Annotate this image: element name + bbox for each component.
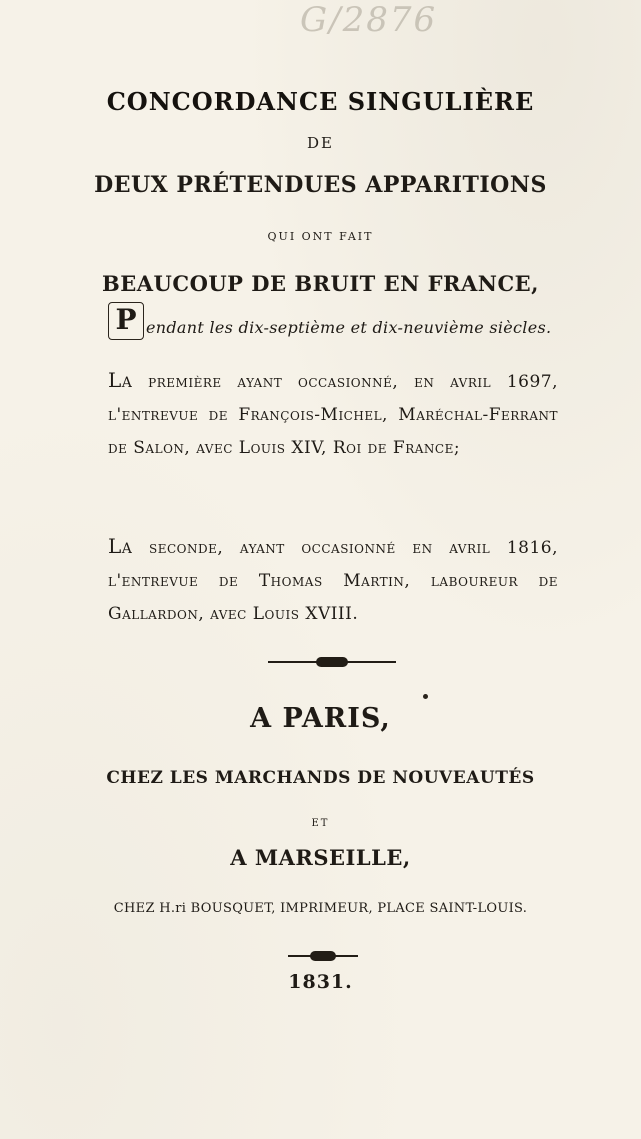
title-qui: QUI ONT FAIT: [267, 230, 374, 243]
paragraph-second-apparition: [108, 530, 558, 631]
ornamental-rule-icon: [268, 661, 396, 663]
title-line-1: CONCORDANCE SINGULIÈRE: [106, 87, 535, 116]
subtitle-text: endant les dix-septième et dix-neuvième siècles.: [146, 318, 552, 337]
rule-ornament: [310, 951, 336, 961]
subtitle-dropcap: P: [108, 302, 144, 340]
paragraph-text: seconde, ayant occasionné en avril 1816, l'entrevue de Thomas Martin, laboureur de Gallardon, avec Louis XVIII.: [108, 538, 558, 624]
paragraph-lead: La: [108, 368, 133, 392]
paragraph-first-apparition: [108, 364, 558, 465]
imprint-city-marseille: A MARSEILLE,: [230, 845, 411, 870]
rule-ornament: [316, 657, 348, 667]
ink-speck: [423, 694, 428, 699]
imprint-conjunction: ET: [311, 818, 330, 829]
paragraph-text: première ayant occasionné, en avril 1697, l'entrevue de François-Michel, Maréchal-Ferrant de Salon, avec Louis XIV, Roi de France;: [108, 372, 559, 458]
title-line-3: BEAUCOUP DE BRUIT EN FRANCE,: [102, 271, 539, 296]
title-de: DE: [307, 134, 334, 152]
paragraph-lead: La: [108, 534, 133, 558]
imprint-city-paris: A PARIS,: [250, 703, 391, 734]
ornamental-rule-icon: [288, 955, 358, 957]
imprint-publisher-marseille: CHEZ H.ri BOUSQUET, IMPRIMEUR, PLACE SAINT-LOUIS.: [113, 901, 528, 916]
handwritten-shelfmark: G/2876: [300, 0, 438, 40]
imprint-year: 1831.: [288, 971, 353, 993]
title-line-2: DEUX PRÉTENDUES APPARITIONS: [94, 172, 547, 198]
imprint-publisher-paris: CHEZ LES MARCHANDS DE NOUVEAUTÉS: [106, 768, 535, 788]
